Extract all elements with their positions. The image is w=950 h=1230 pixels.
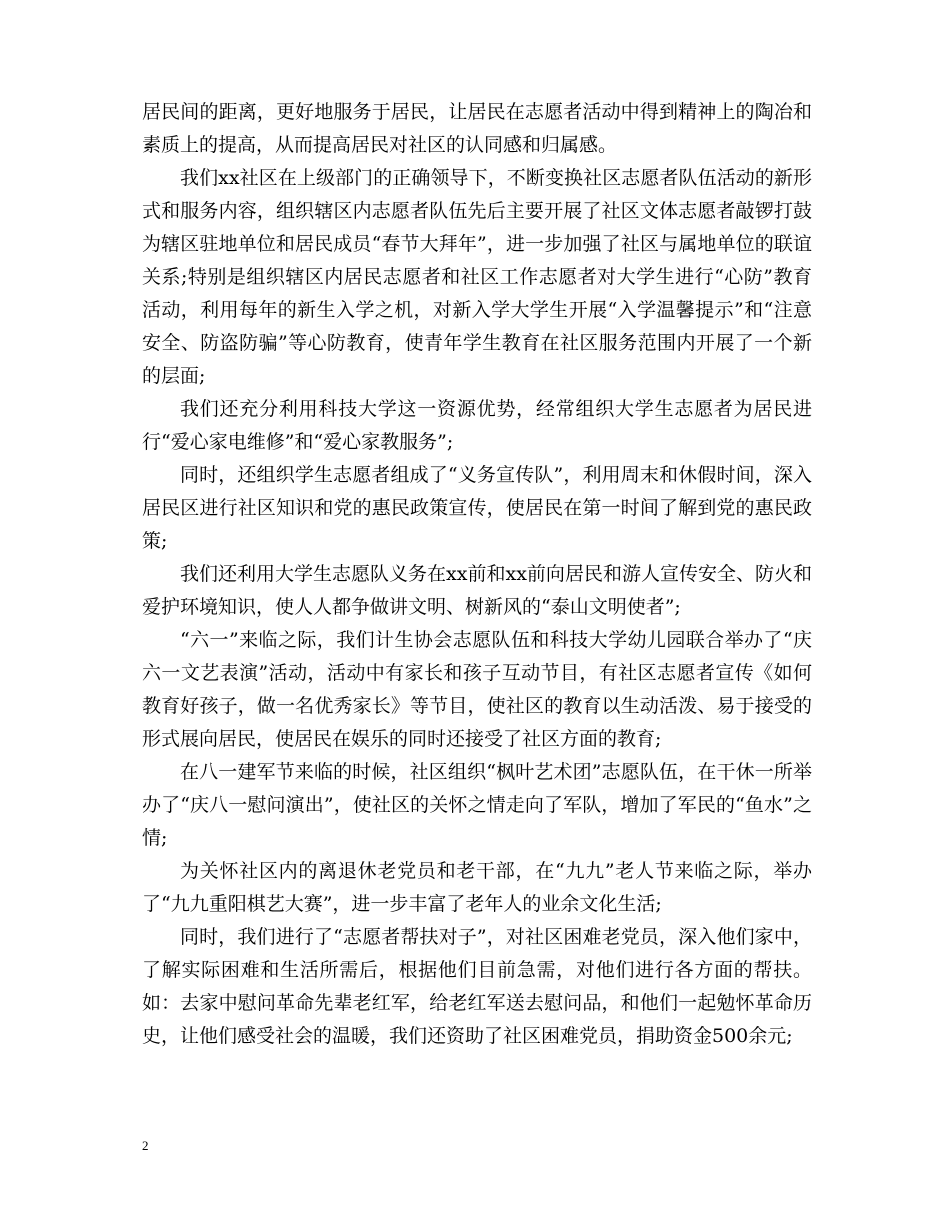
paragraph-university-resources: 我们还充分利用科技大学这一资源优势，经常组织大学生志愿者为居民进行“爱心家电维修”和“爱心家教服务”; bbox=[142, 398, 812, 453]
paragraph-army-day: 在八一建军节来临的时候，社区组织“枫叶艺术团”志愿队伍，在干休一所举办了“庆八一慰问演出”，使社区的关怀之情走向了军队，增加了军民的“鱼水”之情; bbox=[142, 761, 812, 849]
paragraph-publicity-team: 同时，还组织学生志愿者组成了“义务宣传队”，利用周末和休假时间，深入居民区进行社区知识和党的惠民政策宣传，使居民在第一时间了解到党的惠民政策; bbox=[142, 464, 812, 552]
paragraph-double-ninth: 为关怀社区内的离退休老党员和老干部，在“九九”老人节来临之际，举办了“九九重阳棋艺大赛”，进一步丰富了老年人的业余文化生活; bbox=[142, 860, 812, 915]
paragraph-community-volunteer-activities: 我们xx社区在上级部门的正确领导下，不断变换社区志愿者队伍活动的新形式和服务内容，组织辖区内志愿者队伍先后主要开展了社区文体志愿者敲锣打鼓为辖区驻地单位和居民成员“春节大拜年”，进一步加强了社区与属地单位的联谊关系;特别是组织辖区内居民志愿者和社区工作志愿者对大学生进行“心防”教育活动，利用每年的新生入学之机，对新入学大学生开展“入学温馨提示”和“注意安全、防盗防骗”等心防教育，使青年学生教育在社区服务范围内开展了一个新的层面; bbox=[142, 167, 812, 387]
paragraph-assistance-pairs: 同时，我们进行了“志愿者帮扶对子”，对社区困难老党员，深入他们家中，了解实际困难和生活所需后，根据他们目前急需，对他们进行各方面的帮扶。如：去家中慰问革命先辈老红军，给老红军送去慰问品，和他们一起勉怀革命历史，让他们感受社会的温暖，我们还资助了社区困难党员，捐助资金500余元; bbox=[142, 926, 812, 1047]
paragraph-continuation: 居民间的距离，更好地服务于居民，让居民在志愿者活动中得到精神上的陶冶和素质上的提高，从而提高居民对社区的认同感和归属感。 bbox=[142, 101, 812, 156]
body-text bbox=[142, 96, 812, 1053]
page-number: 2 bbox=[142, 1138, 149, 1153]
paragraph-safety-publicity: 我们还利用大学生志愿队义务在xx前和xx前向居民和游人宣传安全、防火和爱护环境知识，使人人都争做讲文明、树新风的“泰山文明使者”; bbox=[142, 563, 812, 618]
paragraph-childrens-day: “六一”来临之际，我们计生协会志愿队伍和科技大学幼儿园联合举办了“庆六一文艺表演”活动，活动中有家长和孩子互动节目，有社区志愿者宣传《如何教育好孩子，做一名优秀家长》等节目，使社区的教育以生动活泼、易于接受的形式展向居民，使居民在娱乐的同时还接受了社区方面的教育; bbox=[142, 629, 812, 750]
